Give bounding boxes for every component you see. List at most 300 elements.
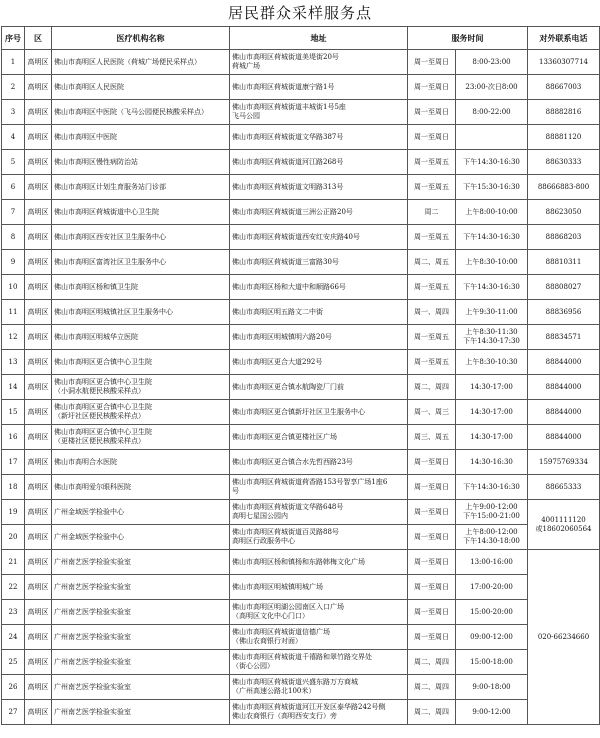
row-address-line: 佛山市高明区荷城街道河江开发区泰华路242号侧 (232, 703, 386, 711)
row-institution-name-line: （更楼社区便民核酸采样点） (54, 437, 145, 445)
row-phone: 88836956 (528, 300, 600, 325)
row-institution-name (52, 175, 230, 200)
row-number: 26 (2, 675, 25, 700)
row-service-days: 周一至周日 (408, 600, 456, 625)
row-phone: 88844000 (528, 400, 600, 425)
row-phone: 88844000 (528, 425, 600, 450)
row-address (230, 550, 408, 575)
row-service-days: 周一至周日 (408, 475, 456, 500)
row-institution-name-line: 佛山市高明区人民医院 (54, 82, 124, 91)
row-district: 高明区 (25, 425, 52, 450)
row-district: 高明区 (25, 550, 52, 575)
row-institution-name-line: 广州南艺医学检验实验室 (54, 557, 131, 566)
row-service-hours (456, 625, 528, 650)
row-institution-name (52, 450, 230, 475)
row-address (230, 150, 408, 175)
row-number: 14 (2, 375, 25, 400)
row-address-line: 佛山市高明区荷城街道美堤街20号 (232, 53, 339, 61)
row-service-days: 周一至周五 (408, 150, 456, 175)
row-address-line: 佛山市高明区荷城街道兴盛东路万方商城 (232, 678, 358, 686)
row-service-hours-line: 14:30-17:00 (470, 432, 513, 441)
row-address (230, 275, 408, 300)
row-address-line: 佛山市高明区荷城街道信德广场 (232, 628, 330, 636)
row-institution-name (52, 475, 230, 500)
row-service-hours-line: 下午14:30-16:30 (463, 232, 520, 241)
row-institution-name-line: 广州南艺医学检验实验室 (54, 682, 131, 691)
row-service-hours (456, 500, 528, 525)
merged-phone-jinyu-line: 4001111120 (541, 515, 586, 524)
row-service-hours-line: 上午9:00-12:00 (465, 503, 518, 511)
row-district: 高明区 (25, 450, 52, 475)
row-address-line: 佛山市高明区荷城街道千禧路和翠竹路交界处 (232, 653, 372, 661)
row-service-days: 周一至周日 (408, 100, 456, 125)
row-number: 10 (2, 275, 25, 300)
table-header-row (2, 27, 600, 50)
row-service-hours (456, 100, 528, 125)
row-number: 23 (2, 600, 25, 625)
row-address (230, 300, 408, 325)
row-service-hours-line: 17:00-20:00 (470, 582, 513, 591)
row-district: 高明区 (25, 700, 52, 725)
row-number: 9 (2, 250, 25, 275)
row-number: 25 (2, 650, 25, 675)
merged-phone-nanyi (528, 550, 600, 725)
row-institution-name-line: 佛山市高明区富湾社区卫生服务中心 (54, 257, 166, 266)
row-service-hours (456, 225, 528, 250)
merged-phone-jinyu-line: 或18602060564 (535, 524, 592, 533)
row-address-line: 佛山市高明区杨和大道中和顺路66号 (232, 282, 346, 291)
row-institution-name (52, 575, 230, 600)
row-service-hours (456, 275, 528, 300)
row-district: 高明区 (25, 125, 52, 150)
merged-phone-jinyu (528, 500, 600, 550)
row-number: 8 (2, 225, 25, 250)
row-district: 高明区 (25, 350, 52, 375)
row-institution-name (52, 525, 230, 550)
row-institution-name (52, 200, 230, 225)
table-row (2, 175, 600, 200)
table-row (2, 675, 600, 700)
row-institution-name (52, 125, 230, 150)
row-service-days: 周一、周三 (408, 400, 456, 425)
row-service-days: 周一至周五 (408, 175, 456, 200)
row-service-hours-line: 9:00-12:00 (472, 707, 511, 716)
row-institution-name-line: 佛山市高明区计划生育服务站门诊部 (54, 182, 166, 191)
row-address-line: 飞马公园 (232, 112, 260, 120)
row-service-hours-line: 上午8:30-10:30 (465, 357, 518, 366)
row-institution-name-line: （新圩社区便民核酸采样点） (54, 412, 145, 420)
table-row (2, 550, 600, 575)
row-number: 15 (2, 400, 25, 425)
row-number: 18 (2, 475, 25, 500)
row-address (230, 75, 408, 100)
row-institution-name-line: 广州南艺医学检验实验室 (54, 657, 131, 666)
row-district: 高明区 (25, 400, 52, 425)
row-service-days: 周二、周四 (408, 700, 456, 725)
row-service-days: 周一至周五 (408, 225, 456, 250)
row-phone: 88882816 (528, 100, 600, 125)
row-phone: 88844000 (528, 375, 600, 400)
row-district: 高明区 (25, 675, 52, 700)
table-row (2, 700, 600, 725)
row-service-hours-line: 上午8:30-10:00 (465, 257, 518, 266)
header-name: 医疗机构名称 (52, 27, 230, 50)
row-service-hours-line: 上午8:00-10:00 (465, 207, 518, 216)
row-address-line: 佛山市高明区荷城街道文华路387号 (232, 132, 344, 141)
row-number: 21 (2, 550, 25, 575)
row-institution-name-line: 佛山市高明区明城华立医院 (54, 332, 138, 341)
row-address-line: 佛山市高明区杨和镇杨和东路韩梅文化广场 (232, 557, 365, 566)
row-address-line: 号 (232, 487, 239, 495)
row-address (230, 700, 408, 725)
row-number: 27 (2, 700, 25, 725)
row-address-line: 佛山市高明区荷城街道三富路30号 (232, 257, 339, 266)
row-address-line: 佛山市高明区荷城街道丰城街1号5座 (232, 103, 346, 111)
row-institution-name-line: 广州南艺医学检验实验室 (54, 707, 131, 716)
row-service-hours-line: 下午15:30-16:30 (463, 182, 520, 191)
row-institution-name (52, 500, 230, 525)
table-row (2, 225, 600, 250)
row-address (230, 450, 408, 475)
row-service-hours (456, 425, 528, 450)
row-address (230, 200, 408, 225)
row-service-hours (456, 575, 528, 600)
row-service-hours-line: 8:00-23:00 (472, 57, 511, 66)
row-institution-name-line: 佛山市高明区更合镇中心卫生院 (54, 357, 152, 366)
row-district: 高明区 (25, 75, 52, 100)
row-address-line: 佛山市高明区明城镇明城广场 (232, 582, 323, 591)
table-row (2, 375, 600, 400)
row-address-line: 佛山农商银行（高明西安支行）旁 (232, 712, 337, 720)
header-service-time: 服务时间 (408, 27, 528, 50)
row-institution-name-line: 佛山市高明爱尔眼科医院 (54, 482, 131, 491)
row-service-hours (456, 550, 528, 575)
row-service-days: 周一至周五 (408, 275, 456, 300)
row-institution-name (52, 50, 230, 75)
row-district: 高明区 (25, 250, 52, 275)
table-row (2, 250, 600, 275)
row-district: 高明区 (25, 575, 52, 600)
table-row (2, 125, 600, 150)
row-phone: 88808027 (528, 275, 600, 300)
header-address: 地址 (230, 27, 408, 50)
table-row (2, 500, 600, 525)
header-district: 区 (25, 27, 52, 50)
row-address (230, 600, 408, 625)
row-institution-name-line: 佛山市高明区更合镇中心卫生院 (54, 378, 152, 386)
table-row (2, 50, 600, 75)
row-service-hours-line: 上午8:00-12:00 (465, 528, 518, 536)
table-row (2, 450, 600, 475)
row-district: 高明区 (25, 600, 52, 625)
row-service-hours (456, 375, 528, 400)
row-service-hours (456, 650, 528, 675)
row-address-line: 佛山市高明区明湖公园南区入口广场 (232, 603, 344, 611)
row-institution-name (52, 700, 230, 725)
row-institution-name (52, 650, 230, 675)
row-service-days: 周一至周日 (408, 450, 456, 475)
row-service-hours-line: 14:30-17:00 (470, 382, 513, 391)
table-row (2, 575, 600, 600)
table-row (2, 600, 600, 625)
row-district: 高明区 (25, 100, 52, 125)
row-service-hours (456, 400, 528, 425)
row-address-line: 佛山市高明区明五路文二中街 (232, 307, 323, 316)
row-address (230, 175, 408, 200)
row-number: 6 (2, 175, 25, 200)
page-title: 居民群众采样服务点 (227, 4, 372, 22)
row-address-line: 佛山市高明区更合镇新圩社区卫生服务中心 (232, 407, 365, 416)
row-institution-name-line: （小洞水航便民核酸采样点） (54, 387, 145, 395)
row-address (230, 225, 408, 250)
row-institution-name-line: 佛山市高明区中医院 (54, 132, 117, 141)
row-service-days: 周三、周五 (408, 425, 456, 450)
row-phone: 88623050 (528, 200, 600, 225)
row-institution-name (52, 350, 230, 375)
row-service-hours-line: 15:00-20:00 (470, 607, 513, 616)
row-address-line: 佛山市高明区荷城街道荷香路153号智享广场1座6 (232, 478, 388, 486)
row-institution-name-line: 佛山市高明区明城镇社区卫生服务中心 (54, 307, 173, 316)
row-phone: 88666883-800 (528, 175, 600, 200)
row-service-hours-line: 9:00-18:00 (472, 682, 511, 691)
row-address (230, 525, 408, 550)
table-body (2, 50, 600, 725)
row-institution-name-line: 广州金域医学检验中心 (54, 532, 124, 541)
row-district: 高明区 (25, 150, 52, 175)
row-service-days: 周一至周日 (408, 550, 456, 575)
row-service-hours (456, 250, 528, 275)
row-service-hours (456, 600, 528, 625)
row-address (230, 50, 408, 75)
row-institution-name-line: 广州金域医学检验中心 (54, 507, 124, 516)
row-phone: 88868203 (528, 225, 600, 250)
row-address-line: 佛山市高明区荷城街道河江路268号 (232, 157, 344, 166)
table-row (2, 100, 600, 125)
row-service-hours-line: 13:00-16:00 (470, 557, 513, 566)
row-number: 4 (2, 125, 25, 150)
row-service-hours (456, 700, 528, 725)
row-number: 22 (2, 575, 25, 600)
row-address-line: 高明区行政服务中心 (232, 537, 295, 545)
row-institution-name-line: 佛山市高明区荷城街道中心卫生院 (54, 207, 159, 216)
row-service-hours-line: 下午14:30-18:00 (463, 537, 520, 545)
row-address-line: 佛山市高明区更合镇合水先哲西路23号 (232, 457, 353, 466)
row-institution-name (52, 150, 230, 175)
row-address (230, 675, 408, 700)
row-number: 17 (2, 450, 25, 475)
row-institution-name-line: 佛山市高明区更合镇中心卫生院 (54, 403, 152, 411)
row-institution-name (52, 325, 230, 350)
row-service-hours (456, 50, 528, 75)
row-institution-name-line: 佛山市高明区人民医院（荷城广场便民采样点） (54, 57, 201, 66)
row-number: 2 (2, 75, 25, 100)
row-number: 11 (2, 300, 25, 325)
row-phone: 88630333 (528, 150, 600, 175)
row-service-days: 周一、周四 (408, 300, 456, 325)
row-service-hours-line: 下午15:00-21:00 (463, 512, 520, 520)
row-address-line: 佛山市高明区荷城街道文明路313号 (232, 182, 344, 191)
row-address-line: 佛山市高明区更合镇水航陶瓷厂门前 (232, 382, 344, 391)
row-service-hours (456, 525, 528, 550)
row-address-line: 佛山市高明区更合大道292号 (232, 357, 323, 366)
table-row (2, 650, 600, 675)
row-service-days: 周一至周五 (408, 350, 456, 375)
row-institution-name-line: 佛山市高明区更合镇中心卫生院 (54, 428, 152, 436)
row-service-hours-line: 上午9:30-11:00 (465, 307, 518, 316)
row-service-hours-line: 上午8:30-11:30 (465, 328, 518, 336)
row-service-hours (456, 125, 528, 150)
row-institution-name (52, 600, 230, 625)
row-district: 高明区 (25, 375, 52, 400)
row-service-hours-line: 下午14:30-16:30 (463, 482, 520, 491)
row-address-line: 佛山市高明区明城镇明六路20号 (232, 332, 332, 341)
row-address-line: （高明区文化中心门口） (232, 612, 309, 620)
row-phone: 88667003 (528, 75, 600, 100)
row-phone: 88881120 (528, 125, 600, 150)
row-institution-name-line: 佛山市高明区西安社区卫生服务中心 (54, 232, 166, 241)
row-number: 13 (2, 350, 25, 375)
row-service-hours (456, 300, 528, 325)
table-row (2, 150, 600, 175)
row-district: 高明区 (25, 625, 52, 650)
row-number: 3 (2, 100, 25, 125)
row-district: 高明区 (25, 650, 52, 675)
row-number: 5 (2, 150, 25, 175)
row-number: 20 (2, 525, 25, 550)
row-phone: 88844000 (528, 350, 600, 375)
row-district: 高明区 (25, 525, 52, 550)
row-number: 1 (2, 50, 25, 75)
row-institution-name (52, 675, 230, 700)
row-district: 高明区 (25, 500, 52, 525)
row-district: 高明区 (25, 475, 52, 500)
row-address (230, 350, 408, 375)
table-row (2, 400, 600, 425)
row-institution-name (52, 250, 230, 275)
row-service-days: 周二、周五 (408, 250, 456, 275)
row-institution-name (52, 550, 230, 575)
table-row (2, 350, 600, 375)
row-institution-name (52, 375, 230, 400)
row-phone: 13360307714 (528, 50, 600, 75)
row-address-line: 荷城广场 (232, 62, 260, 70)
table-row (2, 425, 600, 450)
row-district: 高明区 (25, 325, 52, 350)
row-district: 高明区 (25, 300, 52, 325)
row-service-hours-line: 下午14:30-16:30 (463, 282, 520, 291)
table-row (2, 200, 600, 225)
row-service-hours-line: 下午14:30-16:30 (463, 157, 520, 166)
row-address (230, 125, 408, 150)
row-number: 12 (2, 325, 25, 350)
row-address-line: 佛山市高明区荷城街道文华路648号 (232, 503, 344, 511)
row-service-hours (456, 75, 528, 100)
row-service-days: 周一至周日 (408, 625, 456, 650)
row-address-line: 佛山市高明区更合镇更楼社区广场 (232, 432, 337, 441)
row-address (230, 325, 408, 350)
row-service-hours-line: 23:00-次日8:00 (465, 82, 518, 91)
row-address-line: （佛山农商银行对面） (232, 637, 302, 645)
row-address (230, 500, 408, 525)
row-phone: 88665333 (528, 475, 600, 500)
row-institution-name-line: 佛山市高明区杨和镇卫生院 (54, 282, 138, 291)
row-address (230, 425, 408, 450)
merged-phone-nanyi-line: 020-66234660 (537, 632, 590, 641)
row-address-line: （街心公园） (232, 662, 274, 670)
row-address (230, 575, 408, 600)
row-service-days: 周一至周日 (408, 50, 456, 75)
table-row (2, 475, 600, 500)
row-institution-name (52, 100, 230, 125)
row-service-hours (456, 450, 528, 475)
row-service-days: 周一至周五 (408, 325, 456, 350)
row-institution-name (52, 400, 230, 425)
row-number: 19 (2, 500, 25, 525)
service-points-table (1, 26, 600, 725)
row-address (230, 625, 408, 650)
table-row (2, 300, 600, 325)
row-address-line: 佛山市高明区荷城街道百灵路88号 (232, 528, 339, 536)
row-service-days: 周二、周四 (408, 375, 456, 400)
row-address (230, 100, 408, 125)
row-district: 高明区 (25, 200, 52, 225)
row-institution-name-line: 广州南艺医学检验实验室 (54, 607, 131, 616)
row-service-days: 周二、周四 (408, 675, 456, 700)
row-district: 高明区 (25, 175, 52, 200)
row-institution-name (52, 300, 230, 325)
row-district: 高明区 (25, 225, 52, 250)
row-address-line: （广州高速公路北100米） (232, 687, 316, 695)
table-row (2, 275, 600, 300)
row-institution-name-line: 广州南艺医学检验实验室 (54, 582, 131, 591)
row-address (230, 375, 408, 400)
row-service-hours-line: 09:00-12:00 (470, 632, 513, 641)
row-district: 高明区 (25, 50, 52, 75)
row-service-days: 周一至周日 (408, 125, 456, 150)
row-address (230, 400, 408, 425)
row-service-hours (456, 325, 528, 350)
row-address (230, 650, 408, 675)
header-no: 序号 (2, 27, 25, 50)
row-service-hours (456, 175, 528, 200)
row-institution-name (52, 225, 230, 250)
row-address-line: 佛山市高明区荷城街道三洲公正路20号 (232, 207, 353, 216)
row-address (230, 250, 408, 275)
row-service-hours-line: 下午14:30-17:30 (463, 337, 520, 345)
row-service-hours (456, 475, 528, 500)
row-institution-name-line: 佛山市高明区慢性病防治站 (54, 157, 138, 166)
row-service-hours (456, 350, 528, 375)
row-address (230, 475, 408, 500)
row-service-hours (456, 150, 528, 175)
table-row (2, 525, 600, 550)
row-service-hours-line: 14:30-17:00 (470, 407, 513, 416)
row-number: 16 (2, 425, 25, 450)
row-service-hours-line: 8:00-22:00 (472, 107, 511, 116)
row-institution-name (52, 425, 230, 450)
row-district: 高明区 (25, 275, 52, 300)
row-service-hours-line: 15:00-18:00 (470, 657, 513, 666)
row-service-days: 周二 (408, 200, 456, 225)
row-phone: 88834571 (528, 325, 600, 350)
table-row (2, 75, 600, 100)
row-institution-name-line: 佛山市高明合水医院 (54, 457, 117, 466)
table-row (2, 325, 600, 350)
row-institution-name-line: 广州南艺医学检验实验室 (54, 632, 131, 641)
row-phone: 15975769334 (528, 450, 600, 475)
row-service-hours (456, 675, 528, 700)
row-service-days: 周一至周日 (408, 525, 456, 550)
